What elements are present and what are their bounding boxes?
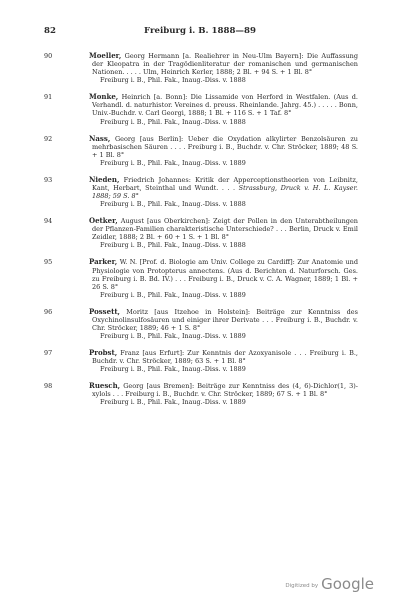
entry-body: Friedrich Johannes: Kritik der Apperceptionstheorien von Leibnitz, Kant, Herbart, Steinthal und Wundt. . . . <box>92 175 358 192</box>
entry-body: Georg Hermann [a. Realiehrer in Neu-Ulm Bayern]: Die Auffassung der Kleopatra in der Tragödienliteratur der romanischen und germanischen Nationen. . . . . Ulm, Heinrich Kerler, 1888; 2 Bl. + 94 S. + 1 Bl. 8° <box>92 52 358 77</box>
entry-number: 95 <box>44 258 53 267</box>
entry-text <box>89 174 358 201</box>
entry-dissertation: Freiburg i. B., Phil. Fak., Inaug.-Diss. v. 1888 <box>100 76 246 85</box>
entry-dissertation: Freiburg i. B., Phil. Fak., Inaug.-Diss. v. 1888 <box>100 200 246 209</box>
entry-dissertation: Freiburg i. B., Phil. Fak., Inaug.-Diss. v. 1889 <box>100 398 246 407</box>
entry-body: Georg [aus Berlin]: Ueber die Oxydation alkylirter Benzolsäuren zu mehrbasischen Säuren . . . . Freiburg i. B., Buchdr. v. Chr. Ströcker, 1889; 48 S. + 1 Bl. 8° <box>92 134 358 159</box>
entry-imprint: Strassburg, Druck v. H. L. Kayser. 1888; 59 S. 8° <box>92 183 358 201</box>
entry-body: Franz [aus Erfurt]: Zur Kenntnis der Azoxyanisole . . . Freiburg i. B., Buchdr. v. Chr. Ströcker, 1889; 63 S. + 1 Bl. 8° <box>92 349 358 366</box>
entry-author: Nass, <box>89 133 111 143</box>
list-item <box>44 93 358 125</box>
google-watermark <box>285 574 374 593</box>
watermark-prefix: Digitized by <box>285 583 319 589</box>
entry-text <box>89 381 358 399</box>
entry-author: Ruesch, <box>89 381 121 391</box>
bibliography-list <box>44 52 358 415</box>
entry-dissertation: Freiburg i. B., Phil. Fak., Inaug.-Diss. v. 1889 <box>100 290 246 299</box>
list-item <box>44 217 358 249</box>
entry-dissertation: Freiburg i. B., Phil. Fak., Inaug.-Diss. v. 1888 <box>100 117 246 126</box>
entry-author: Parker, <box>89 257 118 267</box>
page-number: 82 <box>44 26 56 36</box>
entry-number: 90 <box>44 52 53 60</box>
list-item <box>44 258 358 298</box>
list-item <box>44 308 358 340</box>
entry-author: Nieden, <box>89 174 120 184</box>
entry-author: Probst, <box>89 348 118 358</box>
entry-dissertation: Freiburg i. B., Phil. Fak., Inaug.-Diss. v. 1889 <box>100 332 246 341</box>
google-logo: Google <box>321 575 374 593</box>
entry-number: 96 <box>44 307 53 316</box>
entry-dissertation: Freiburg i. B., Phil. Fak., Inaug.-Diss. v. 1888 <box>100 241 246 250</box>
entry-author: Monke, <box>89 92 119 102</box>
entry-body: Georg [aus Bremen]: Beiträge zur Kenntniss des (4, 6)-Dichlor(1, 3)-xylols . . . Freiburg i. B., Buchdr. v. Chr. Ströcker, 1889; 67 S. + 1 Bl. 8° <box>92 382 358 399</box>
entry-number: 92 <box>44 134 53 143</box>
entry-number: 98 <box>44 382 53 391</box>
page-header <box>44 26 356 40</box>
entry-number: 94 <box>44 217 53 226</box>
entry-number: 91 <box>44 93 53 102</box>
entry-text <box>89 51 358 77</box>
entry-number: 97 <box>44 349 53 358</box>
entry-author: Possett, <box>89 306 120 316</box>
entry-text <box>89 133 358 159</box>
entry-number: 93 <box>44 175 53 184</box>
entry-text <box>89 257 358 291</box>
entry-text <box>89 348 358 366</box>
list-item <box>44 349 358 373</box>
entry-author: Oetker, <box>89 216 118 226</box>
entry-author: Moeller, <box>89 51 122 60</box>
entry-body: August [aus Oberkirchen]: Zeigt der Pollen in den Unterabtheilungen der Pflanzen-Familien charakteristische Unterschiede? . . . Berlin, Druck v. Emil Zeidler, 1888; 2 Bl. + 60 + 1 S. + 1 Bl. 8° <box>92 217 358 242</box>
entry-body: Heinrich [a. Bonn]: Die Lissamide von Herford in Westfalen. (Aus d. Verhandl. d. naturhistor. Vereines d. preuss. Rheinlande. Jahrg. 45.) . . . . . Bonn, Univ.-Buchdr. v. Carl Georgi, 1888; 1 Bl. + 116 S. + 1 Taf. 8° <box>92 93 358 118</box>
entry-text <box>89 92 358 118</box>
list-item <box>44 382 358 406</box>
running-title: Freiburg i. B. 1888—89 <box>144 26 256 36</box>
entry-body: Moritz [aus Itzehoe in Holstein]: Beiträge zur Kenntniss des Oxychinolinsulfosäuren und einiger ihrer Derivate . . . Freiburg i. B., Buchdr. v. Chr. Ströcker, 1889; 46 + 1 S. 8° <box>92 307 358 332</box>
entry-text <box>89 306 358 332</box>
entry-dissertation: Freiburg i. B., Phil. Fak., Inaug.-Diss. v. 1889 <box>100 158 246 167</box>
entry-text <box>89 216 358 242</box>
list-item <box>44 176 358 208</box>
entry-dissertation: Freiburg i. B., Phil. Fak., Inaug.-Diss. v. 1889 <box>100 365 246 374</box>
list-item <box>44 52 358 84</box>
entry-body: W. N. [Prof. d. Biologie am Univ. College zu Cardiff]: Zur Anatomie und Physiologie von Protopterus annectens. (Aus d. Berichten d. Naturforsch. Ges. zu Freiburg i. B. Bd. IV.) . . . Freiburg i. B., Druck v. C. A. Wagner, 1889; 1 Bl. + 26 S. 8° <box>92 258 358 291</box>
list-item <box>44 135 358 167</box>
